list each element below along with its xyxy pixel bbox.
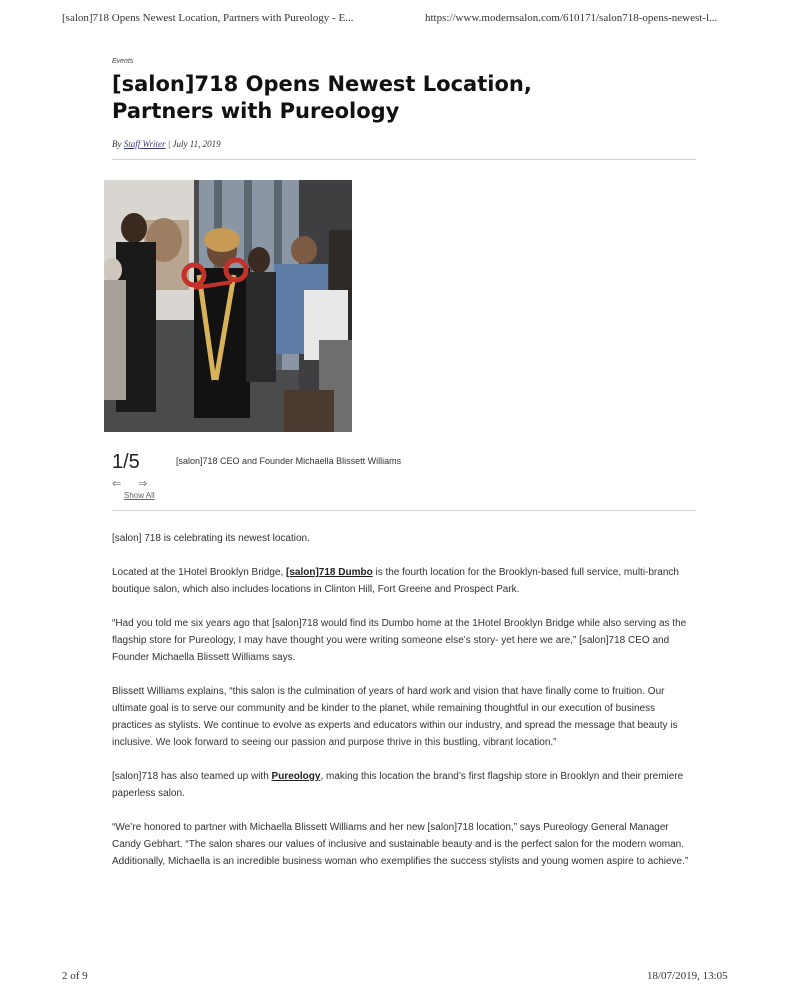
article-category: Events [112, 58, 134, 65]
paragraph [112, 768, 696, 802]
gallery-divider [112, 510, 696, 511]
left-arrow-icon[interactable]: ⇐ [112, 478, 122, 490]
paragraph-text: Located at the 1Hotel Brooklyn Bridge, [112, 567, 286, 578]
paragraph: [salon] 718 is celebrating its newest location. [112, 533, 310, 544]
paragraph: “Had you told me six years ago that [salon]718 would find its Dumbo home at the 1Hotel Brooklyn Bridge while also serving as the flagship store for Pureology, I may have thought you were writing someone else’s story- yet here we are,” [salon]718 CEO and Founder Michaella Blissett Williams says. [112, 618, 687, 663]
gallery-counter: 1/5 [112, 451, 140, 473]
print-header-title: [salon]718 Opens Newest Location, Partners with Pureology - E... [62, 12, 354, 24]
article [112, 58, 696, 867]
pureology-link[interactable]: Pureology [271, 771, 321, 782]
page-number: 2 of 9 [62, 970, 88, 982]
salon718-dumbo-link[interactable]: [salon]718 Dumbo [286, 567, 373, 578]
paragraph-text: is the fourth location for the Brooklyn-based full service, multi-branch boutique salon, which also includes locations in Clinton Hill, Fort Greene and Prospect Park. [112, 567, 679, 595]
byline [112, 139, 696, 149]
paragraph [112, 564, 696, 598]
gallery-caption: [salon]718 CEO and Founder Michaella Blissett Williams [176, 456, 402, 466]
byline-prefix: By [112, 139, 122, 149]
paragraph: “We’re honored to partner with Michaella Blissett Williams and her new [salon]718 location,” says Pureology General Manager Candy Gebhart. “The salon shares our values of inclusive and sustainable beauty and is the perfect salon for the modern woman. Additionally, Michaella is an incredible business woman who exemplifies the success stylists and young women aspire to achieve.” [112, 822, 689, 867]
author-link[interactable]: Staff Writer [123, 139, 166, 149]
paragraph-text: , making this location the brand’s first flagship store in Brooklyn and their premiere paperless salon. [112, 771, 684, 799]
publish-date: July 11, 2019 [172, 139, 221, 149]
article-body [112, 530, 696, 887]
article-title: [salon]718 Opens Newest Location, Partners with Pureology [112, 72, 532, 123]
byline-separator: | [167, 139, 171, 149]
ribbon-cutting-photo [104, 180, 352, 432]
right-arrow-icon[interactable]: ⇒ [138, 478, 148, 490]
paragraph-text: [salon]718 has also teamed up with [112, 771, 272, 782]
header-divider [112, 159, 696, 160]
print-timestamp: 18/07/2019, 13:05 [647, 970, 728, 982]
show-all-link[interactable]: Show All [124, 491, 155, 500]
print-header-url: https://www.modernsalon.com/610171/salon718-opens-newest-l... [425, 12, 718, 24]
gallery-photo[interactable] [104, 180, 352, 432]
paragraph: Blissett Williams explains, “this salon is the culmination of years of hard work and vision that have finally come to fruition. Our ultimate goal is to serve our community and be kinder to the planet, while remaining thoughtful in our execution of business practices as stylists. We continue to evolve as experts and educators within our industry, and spread the message that beauty is inclusive. We look forward to seeing our passion and purpose thrive in this bustling, vibrant location.” [112, 686, 678, 748]
gallery-arrows [112, 477, 164, 490]
